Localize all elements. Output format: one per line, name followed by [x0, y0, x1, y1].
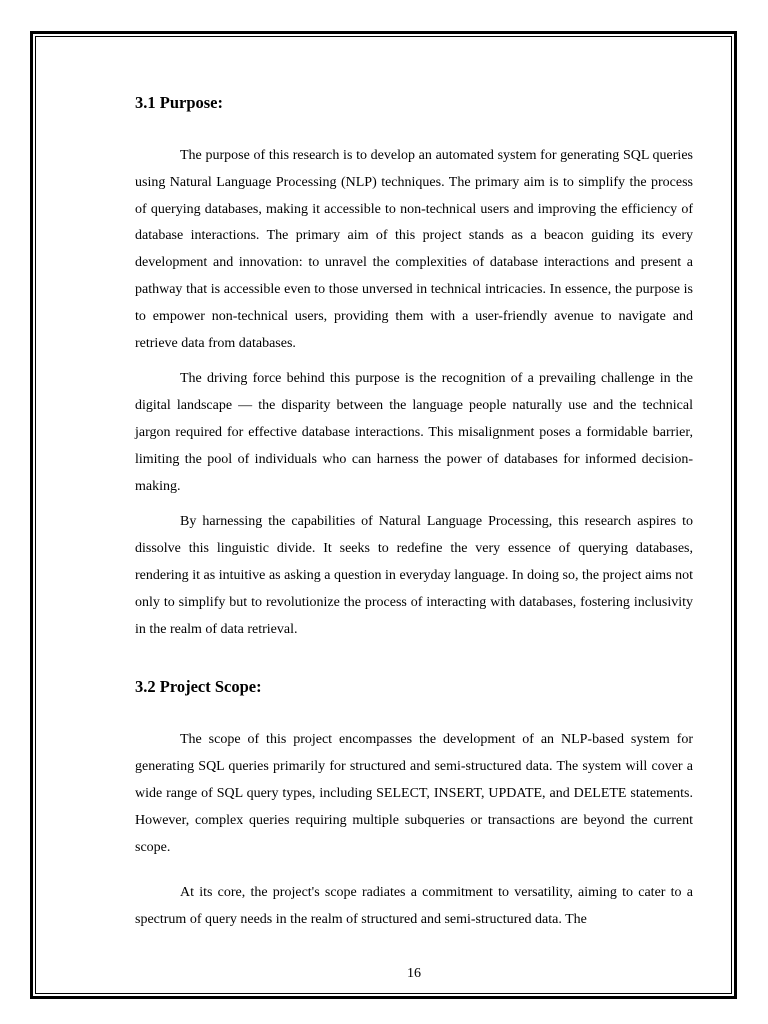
paragraph: By harnessing the capabilities of Natural Language Processing, this research aspires to dissolve this linguistic divide. It seeks to redefine the very essence of querying databases, rendering it as intuitive as asking a question in everyday language. In doing so, the project aims not only to simplify but to revolutionize the process of interacting with databases, fostering inclusivity in the realm of data retrieval.	[135, 514, 693, 637]
section-heading-purpose: 3.1 Purpose:	[135, 93, 223, 112]
section-heading-project-scope: 3.2 Project Scope:	[135, 677, 262, 697]
paragraph: The purpose of this research is to develop an automated system for generating SQL queries using Natural Language Processing (NLP) techniques. The primary aim is to simplify the process of querying databases, making it accessible to non-technical users and improving the efficiency of database interactions. The primary aim of this project stands as a beacon guiding its every development and innovation: to unravel the complexities of database interactions and present a pathway that is accessible even to those unversed in technical intricacies. In essence, the purpose is to empower non-technical users, providing them with a user-friendly avenue to navigate and retrieve data from databases.	[135, 148, 693, 351]
paragraph: The scope of this project encompasses the development of an NLP-based system for generating SQL queries primarily for structured and semi-structured data. The system will cover a wide range of SQL query types, including SELECT, INSERT, UPDATE, and DELETE statements. However, complex queries requiring multiple subqueries or transactions are beyond the current scope.	[135, 732, 693, 855]
paragraph: The driving force behind this purpose is the recognition of a prevailing challenge in the digital landscape — the disparity between the language people naturally use and the technical jargon required for effective database interactions. This misalignment poses a formidable barrier, limiting the pool of individuals who can harness the power of databases for informed decision-making.	[135, 371, 693, 494]
page-number: 16	[407, 966, 421, 981]
document-body	[135, 91, 693, 934]
paragraph: At its core, the project's scope radiates a commitment to versatility, aiming to cater to a spectrum of query needs in the realm of structured and semi-structured data. The	[135, 885, 693, 928]
